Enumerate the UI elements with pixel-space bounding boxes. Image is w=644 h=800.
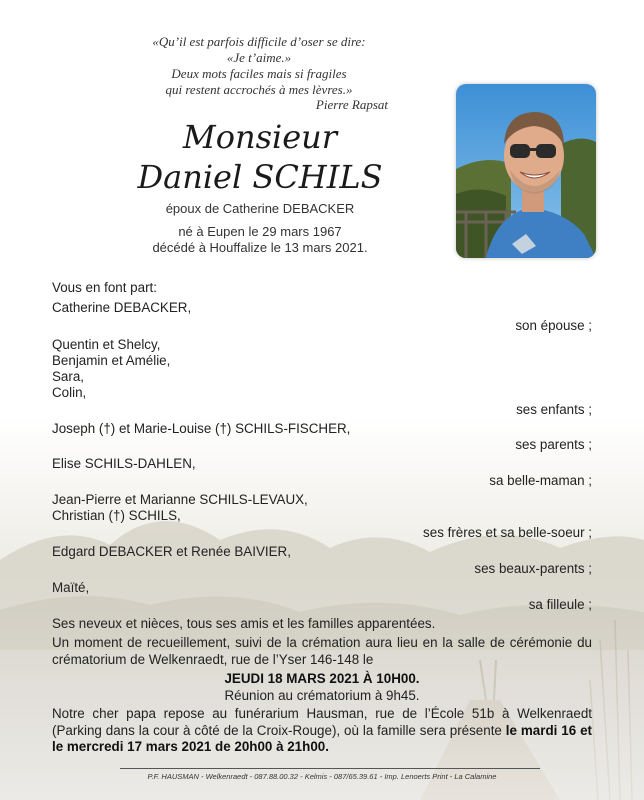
honorific-title: Monsieur bbox=[182, 118, 338, 156]
footer-divider bbox=[120, 768, 540, 769]
intro-line: Vous en font part: bbox=[52, 280, 157, 295]
visitation-dates: le mardi 16 et le mercredi 17 mars 2021 de 20h00 à 21h00. bbox=[52, 722, 592, 754]
footer-credits: P.F. HAUSMAN - Welkenraedt - 087.88.00.32 - Kelmis - 087/65.39.61 - Imp. Lenoerts Print - La Calamine bbox=[147, 772, 497, 781]
family-name: Jean-Pierre et Marianne SCHILS-LEVAUX, bbox=[52, 492, 308, 507]
ceremony-text: Un moment de recueillement, suivi de la crémation aura lieu en la salle de cérémonie du crématorium de Welkenraedt, rue de l’Yser 146-148 le bbox=[52, 635, 592, 667]
quote-line: «Je t’aime.» bbox=[226, 50, 292, 65]
visitation-text: Notre cher papa repose au funérarium Hausman, rue de l’École 51b à Welkenraedt (Parking dans la cour à côté de la Croix-Rouge), où la famille sera présente bbox=[52, 706, 592, 738]
quote-block bbox=[118, 34, 400, 112]
family-relation: sa belle-maman ; bbox=[489, 473, 592, 488]
family-relation: sa filleule ; bbox=[528, 597, 592, 612]
family-name: Catherine DEBACKER, bbox=[52, 300, 192, 315]
quote-line: «Qu’il est parfois difficile d’oser se dire: bbox=[152, 34, 366, 49]
family-relation: ses beaux-parents ; bbox=[474, 561, 592, 576]
portrait-illustration bbox=[456, 84, 596, 258]
family-name: Quentin et Shelcy, bbox=[52, 337, 161, 352]
spouse-line: époux de Catherine DEBACKER bbox=[165, 201, 355, 216]
ceremony-meeting: Réunion au crématorium à 9h45. bbox=[224, 688, 420, 703]
relatives-line: Ses neveux et nièces, tous ses amis et les familles apparentées. bbox=[52, 616, 436, 631]
death-line: décédé à Houffalize le 13 mars 2021. bbox=[152, 240, 368, 255]
portrait-photo bbox=[456, 84, 596, 258]
family-name: Elise SCHILS-DAHLEN, bbox=[52, 456, 196, 471]
family-relation: ses enfants ; bbox=[516, 402, 592, 417]
family-relation: son épouse ; bbox=[515, 318, 592, 333]
quote-author: Pierre Rapsat bbox=[315, 97, 388, 112]
family-name: Joseph (†) et Marie-Louise (†) SCHILS-FISCHER, bbox=[52, 421, 351, 436]
family-name: Sara, bbox=[52, 369, 85, 384]
family-relation: ses frères et sa belle-soeur ; bbox=[423, 525, 592, 540]
family-name: Benjamin et Amélie, bbox=[52, 353, 171, 368]
visitation-block bbox=[52, 706, 592, 756]
quote-line: Deux mots faciles mais si fragiles bbox=[171, 66, 347, 81]
family-name: Christian (†) SCHILS, bbox=[52, 508, 181, 523]
ceremony-date: JEUDI 18 MARS 2021 À 10H00. bbox=[224, 671, 420, 686]
family-name: Maïté, bbox=[52, 580, 90, 595]
quote-line: qui restent accrochés à mes lèvres.» bbox=[165, 82, 353, 97]
family-name: Colin, bbox=[52, 385, 87, 400]
family-name: Edgard DEBACKER et Renée BAIVIER, bbox=[52, 544, 291, 559]
deceased-name: Daniel SCHILS bbox=[137, 158, 383, 196]
birth-line: né à Eupen le 29 mars 1967 bbox=[178, 224, 342, 239]
family-relation: ses parents ; bbox=[515, 437, 592, 452]
